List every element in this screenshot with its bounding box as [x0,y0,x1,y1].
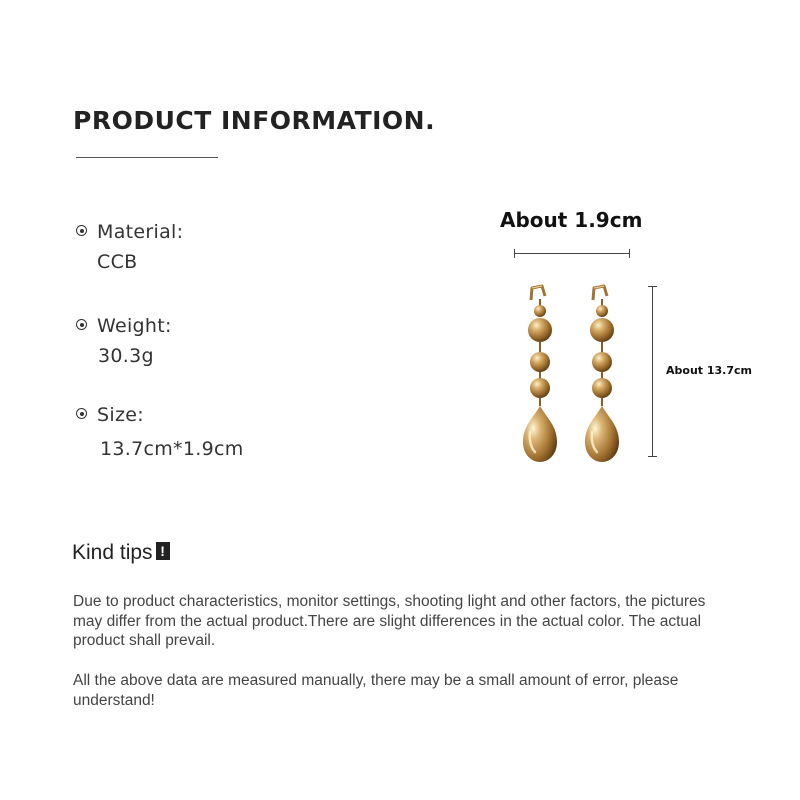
spec-material-label: Material: [97,221,184,243]
bullet-icon [76,408,87,419]
width-dimension-label: About 1.9cm [500,208,643,232]
width-dimension-line [514,253,630,254]
exclamation-icon: ! [156,542,170,560]
spec-size-label: Size: [97,404,144,426]
kind-tips-title: Kind tips [72,541,153,564]
spec-weight [76,315,172,367]
kind-tips-paragraph-1: Due to product characteristics, monitor settings, shooting light and other factors, the pictures may differ from the actual product.There are slight differences in the actual color. The actual product shall prevail. [73,593,706,649]
height-dimension-line [652,286,653,457]
bullet-icon [76,319,87,330]
spec-weight-value: 30.3g [98,345,154,367]
bullet-icon [76,225,87,236]
title-divider [76,157,218,158]
kind-tips-heading [72,541,170,565]
spec-weight-label: Weight: [97,315,172,337]
earrings-product-image [515,282,637,464]
kind-tips-paragraph-2: All the above data are measured manually, there may be a small amount of error, please understand! [73,672,679,709]
spec-size [76,404,244,460]
spec-size-value: 13.7cm*1.9cm [100,438,244,460]
spec-material [76,221,183,273]
height-dimension-label: About 13.7cm [666,364,752,377]
spec-material-value: CCB [97,251,138,273]
page-title: PRODUCT INFORMATION. [73,106,436,135]
